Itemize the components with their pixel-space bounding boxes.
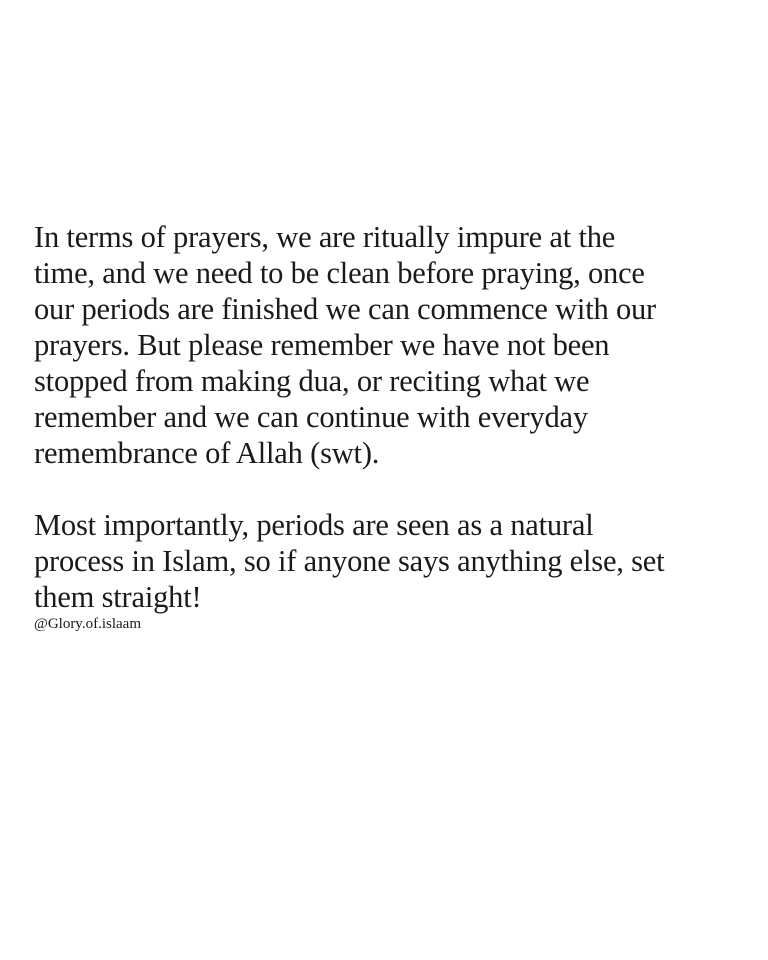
- paragraph-spacer: [34, 471, 754, 507]
- post-text-block: [34, 219, 754, 633]
- text-line: them straight!: [34, 580, 202, 614]
- text-line: Most importantly, periods are seen as a natural: [34, 508, 594, 542]
- paragraph-natural-process: [34, 507, 754, 615]
- text-line: remembrance of Allah (swt).: [34, 436, 380, 470]
- text-line: prayers. But please remember we have not been: [34, 328, 610, 362]
- text-line: time, and we need to be clean before praying, once: [34, 256, 645, 290]
- text-line: In terms of prayers, we are ritually impure at the: [34, 220, 616, 254]
- author-handle: @Glory.of.islaam: [34, 616, 141, 632]
- text-line: process in Islam, so if anyone says anything else, set: [34, 544, 665, 578]
- text-line: stopped from making dua, or reciting what we: [34, 364, 590, 398]
- paragraph-prayers: [34, 219, 754, 471]
- text-line: our periods are finished we can commence with our: [34, 292, 657, 326]
- text-line: remember and we can continue with everyday: [34, 400, 588, 434]
